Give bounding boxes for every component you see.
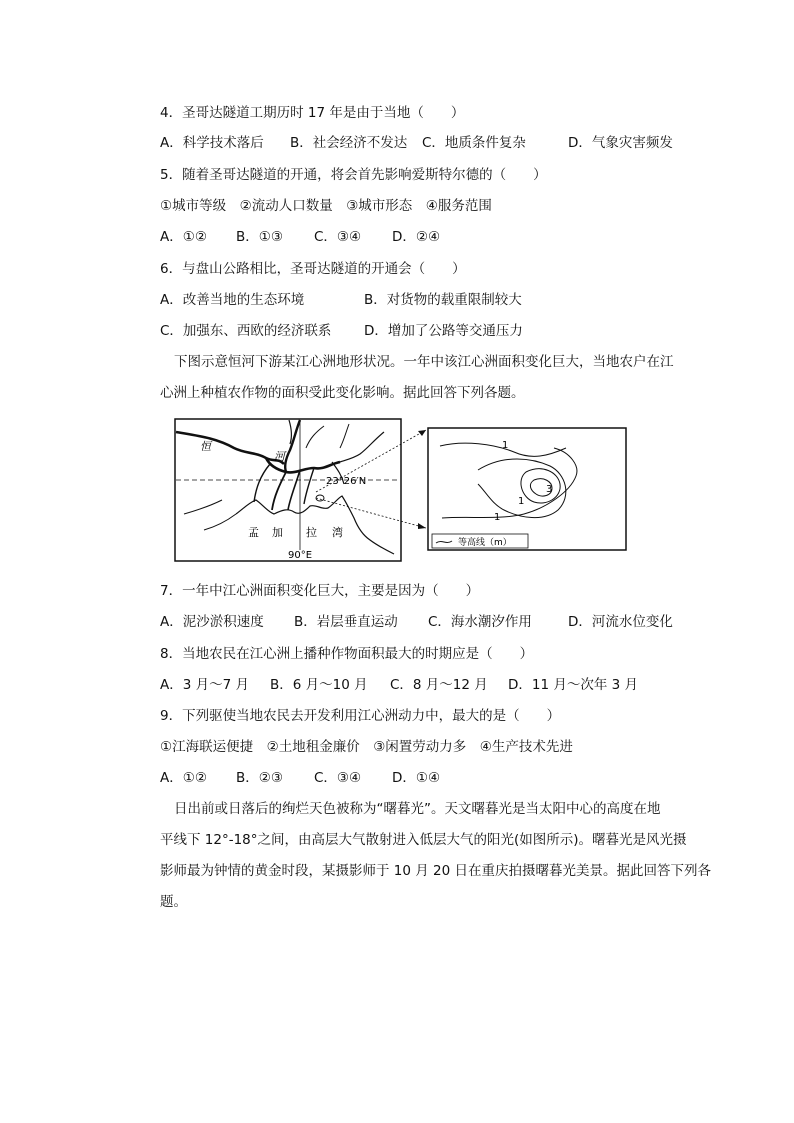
q6-option-b: B．对货物的载重限制较大 bbox=[364, 292, 522, 308]
q8-option-a: A．3 月～7 月 bbox=[160, 677, 249, 693]
label-jia: 加 bbox=[272, 526, 283, 539]
contour-label-1b: 1 bbox=[518, 496, 525, 507]
ganges-delta-map bbox=[174, 418, 630, 564]
q4-option-c: C．地质条件复杂 bbox=[422, 135, 526, 151]
label-la: 拉 bbox=[306, 526, 317, 539]
intro2-line2: 心洲上种植农作物的面积受此变化影响。据此回答下列各题。 bbox=[160, 385, 525, 401]
q8-stem: 8．当地农民在江心洲上播种作物面积最大的时期应是（ ） bbox=[160, 646, 534, 662]
contour-label-3: 3 bbox=[546, 484, 553, 495]
pointer-arrow-top bbox=[418, 430, 426, 436]
q4-option-d: D．气象灾害频发 bbox=[568, 135, 673, 151]
q7-option-b: B．岩层垂直运动 bbox=[294, 614, 398, 630]
q5-option-a: A．①② bbox=[160, 229, 207, 245]
pointer-arrow-bottom bbox=[418, 523, 426, 529]
q5-items: ①城市等级 ②流动人口数量 ③城市形态 ④服务范围 bbox=[160, 198, 492, 214]
q9-stem: 9．下列驱使当地农民去开发利用江心洲动力中，最大的是（ ） bbox=[160, 708, 561, 724]
contour-label-1a: 1 bbox=[502, 440, 509, 451]
q5-option-d: D．②④ bbox=[392, 229, 441, 245]
intro3-line4: 题。 bbox=[160, 894, 187, 910]
q4-option-b: B．社会经济不发达 bbox=[290, 135, 408, 151]
contour-label-1c: 1 bbox=[494, 512, 501, 523]
q6-option-c: C．加强东、西欧的经济联系 bbox=[160, 323, 332, 339]
q5-option-c: C．③④ bbox=[314, 229, 362, 245]
q9-option-c: C．③④ bbox=[314, 770, 362, 786]
q5-option-b: B．①③ bbox=[236, 229, 283, 245]
label-lat: 23°26′N bbox=[326, 476, 367, 487]
inset-frame bbox=[428, 428, 626, 550]
label-heng: 恒 bbox=[200, 440, 211, 453]
q8-option-c: C．8 月～12 月 bbox=[390, 677, 488, 693]
q7-option-d: D．河流水位变化 bbox=[568, 614, 673, 630]
label-meng: 孟 bbox=[248, 526, 259, 539]
intro3-line3: 影师最为钟情的黄金时段，某摄影师于 10 月 20 日在重庆拍摄曙暮光美景。据此回答下列各 bbox=[160, 863, 712, 879]
q5-stem: 5．随着圣哥达隧道的开通，将会首先影响爱斯特尔德的（ ） bbox=[160, 167, 547, 183]
q7-option-a: A．泥沙淤积速度 bbox=[160, 614, 264, 630]
q7-option-c: C．海水潮汐作用 bbox=[428, 614, 532, 630]
label-wan: 湾 bbox=[332, 526, 343, 539]
q6-option-d: D．增加了公路等交通压力 bbox=[364, 323, 523, 339]
q4-stem: 4．圣哥达隧道工期历时 17 年是由于当地（ ） bbox=[160, 105, 465, 121]
q8-option-d: D．11 月～次年 3 月 bbox=[508, 677, 639, 693]
label-lon: 90°E bbox=[288, 550, 313, 561]
q6-option-a: A．改善当地的生态环境 bbox=[160, 292, 305, 308]
legend-label: 等高线（m） bbox=[458, 538, 512, 548]
label-he: 河 bbox=[274, 450, 285, 463]
intro2-line1: 下图示意恒河下游某江心洲地形状况。一年中该江心洲面积变化巨大，当地农户在江 bbox=[174, 354, 674, 370]
q4-option-a: A．科学技术落后 bbox=[160, 135, 264, 151]
q9-option-b: B．②③ bbox=[236, 770, 283, 786]
intro3-line2: 平线下 12°-18°之间，由高层大气散射进入低层大气的阳光(如图所示)。曙暮光是风光摄 bbox=[160, 832, 687, 848]
q6-stem: 6．与盘山公路相比，圣哥达隧道的开通会（ ） bbox=[160, 261, 466, 277]
q9-items: ①江海联运便捷 ②土地租金廉价 ③闲置劳动力多 ④生产技术先进 bbox=[160, 739, 573, 755]
q8-option-b: B．6 月～10 月 bbox=[270, 677, 368, 693]
intro3-line1: 日出前或日落后的绚烂天色被称为“曙暮光”。天文曙暮光是当太阳中心的高度在地 bbox=[174, 801, 661, 817]
q7-stem: 7．一年中江心洲面积变化巨大，主要是因为（ ） bbox=[160, 583, 480, 599]
q9-option-d: D．①④ bbox=[392, 770, 441, 786]
q9-option-a: A．①② bbox=[160, 770, 207, 786]
